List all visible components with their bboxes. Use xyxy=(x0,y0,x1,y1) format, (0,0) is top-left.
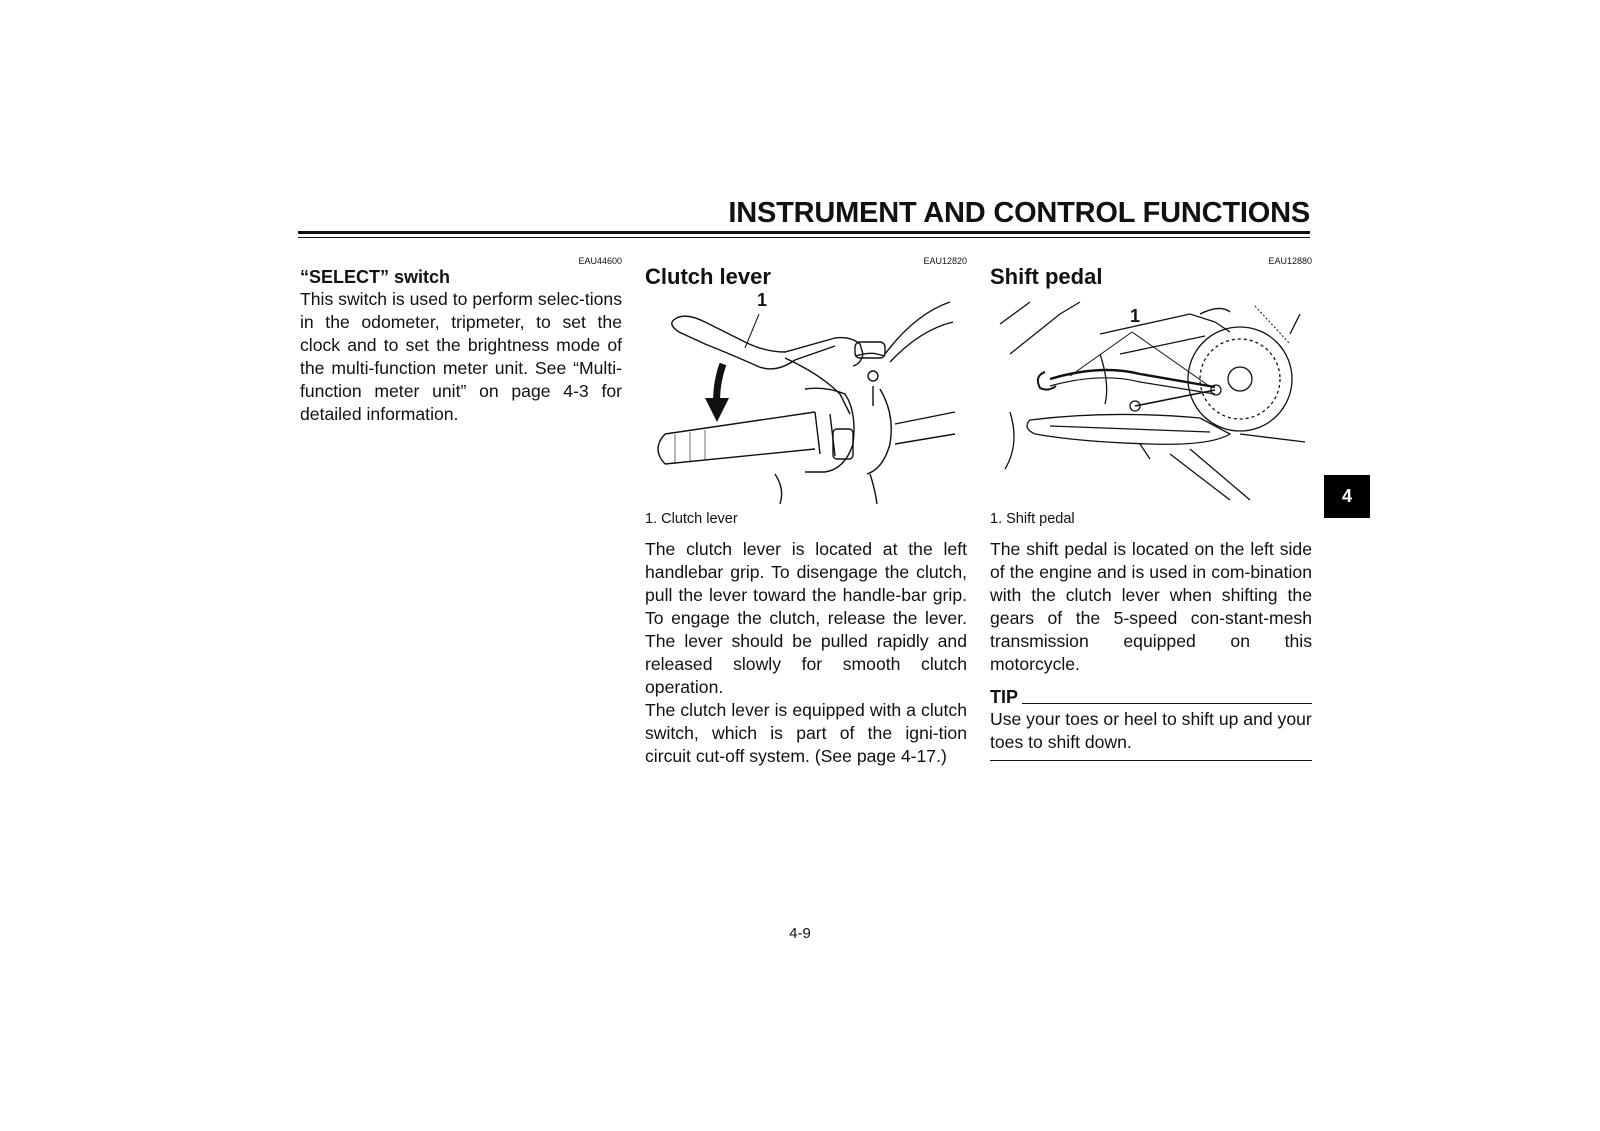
header-rule-thin xyxy=(298,237,1310,238)
shift-pedal-section xyxy=(990,256,1312,761)
header-rule-thick xyxy=(298,231,1310,234)
figure-caption: 1. Shift pedal xyxy=(990,511,1075,527)
callout-number: 1 xyxy=(1130,306,1141,326)
tip-text: Use your toes or heel to shift up and your toes to shift down. xyxy=(990,709,1312,752)
tip-end-rule xyxy=(990,760,1312,761)
section-heading: Shift pedal xyxy=(990,264,1103,289)
clutch-paragraph-1: The clutch lever is located at the left handlebar grip. To disengage the clutch, pull the lever toward the handle-bar grip. To engage the clutch, release the lever. The lever should be pulled rapidly and released slowly for smooth clutch operation. xyxy=(645,539,967,697)
chapter-tab: 4 xyxy=(1324,475,1370,518)
tip-header xyxy=(990,686,1312,708)
section-code: EAU12880 xyxy=(1268,256,1312,266)
section-code: EAU12820 xyxy=(923,256,967,266)
section-heading: Clutch lever xyxy=(645,264,771,289)
select-switch-section xyxy=(300,256,622,426)
tip-rule xyxy=(1022,703,1312,704)
page-number: 4-9 xyxy=(789,925,811,942)
figure-caption: 1. Clutch lever xyxy=(645,511,738,527)
pull-direction-arrow xyxy=(705,364,729,422)
clutch-lever-section xyxy=(645,256,967,768)
shift-pedal-drawing xyxy=(990,294,1312,504)
tip-label: TIP xyxy=(990,687,1019,707)
section-text: This switch is used to perform selec-tions in the odometer, tripmeter, to set the clock and to set the brightness mode of the multi-function meter unit. See “Multi-function meter unit” on page 4-3 for detailed information. xyxy=(300,289,622,424)
section-heading: “SELECT” switch xyxy=(300,267,451,287)
section-code: EAU44600 xyxy=(578,256,622,266)
clutch-lever-illustration xyxy=(645,290,967,504)
shift-pedal-illustration xyxy=(990,294,1312,504)
page-title: INSTRUMENT AND CONTROL FUNCTIONS xyxy=(728,197,1310,229)
shift-pedal-text: The shift pedal is located on the left side of the engine and is used in com-bination with the clutch lever when shifting the gears of the 5-speed con-stant-mesh transmission equipped on this motorcycle. xyxy=(990,539,1312,674)
clutch-paragraph-2: The clutch lever is equipped with a clutch switch, which is part of the igni-tion circuit cut-off system. (See page 4-17.) xyxy=(645,700,967,766)
callout-number: 1 xyxy=(757,290,768,310)
clutch-lever-drawing xyxy=(645,294,967,504)
